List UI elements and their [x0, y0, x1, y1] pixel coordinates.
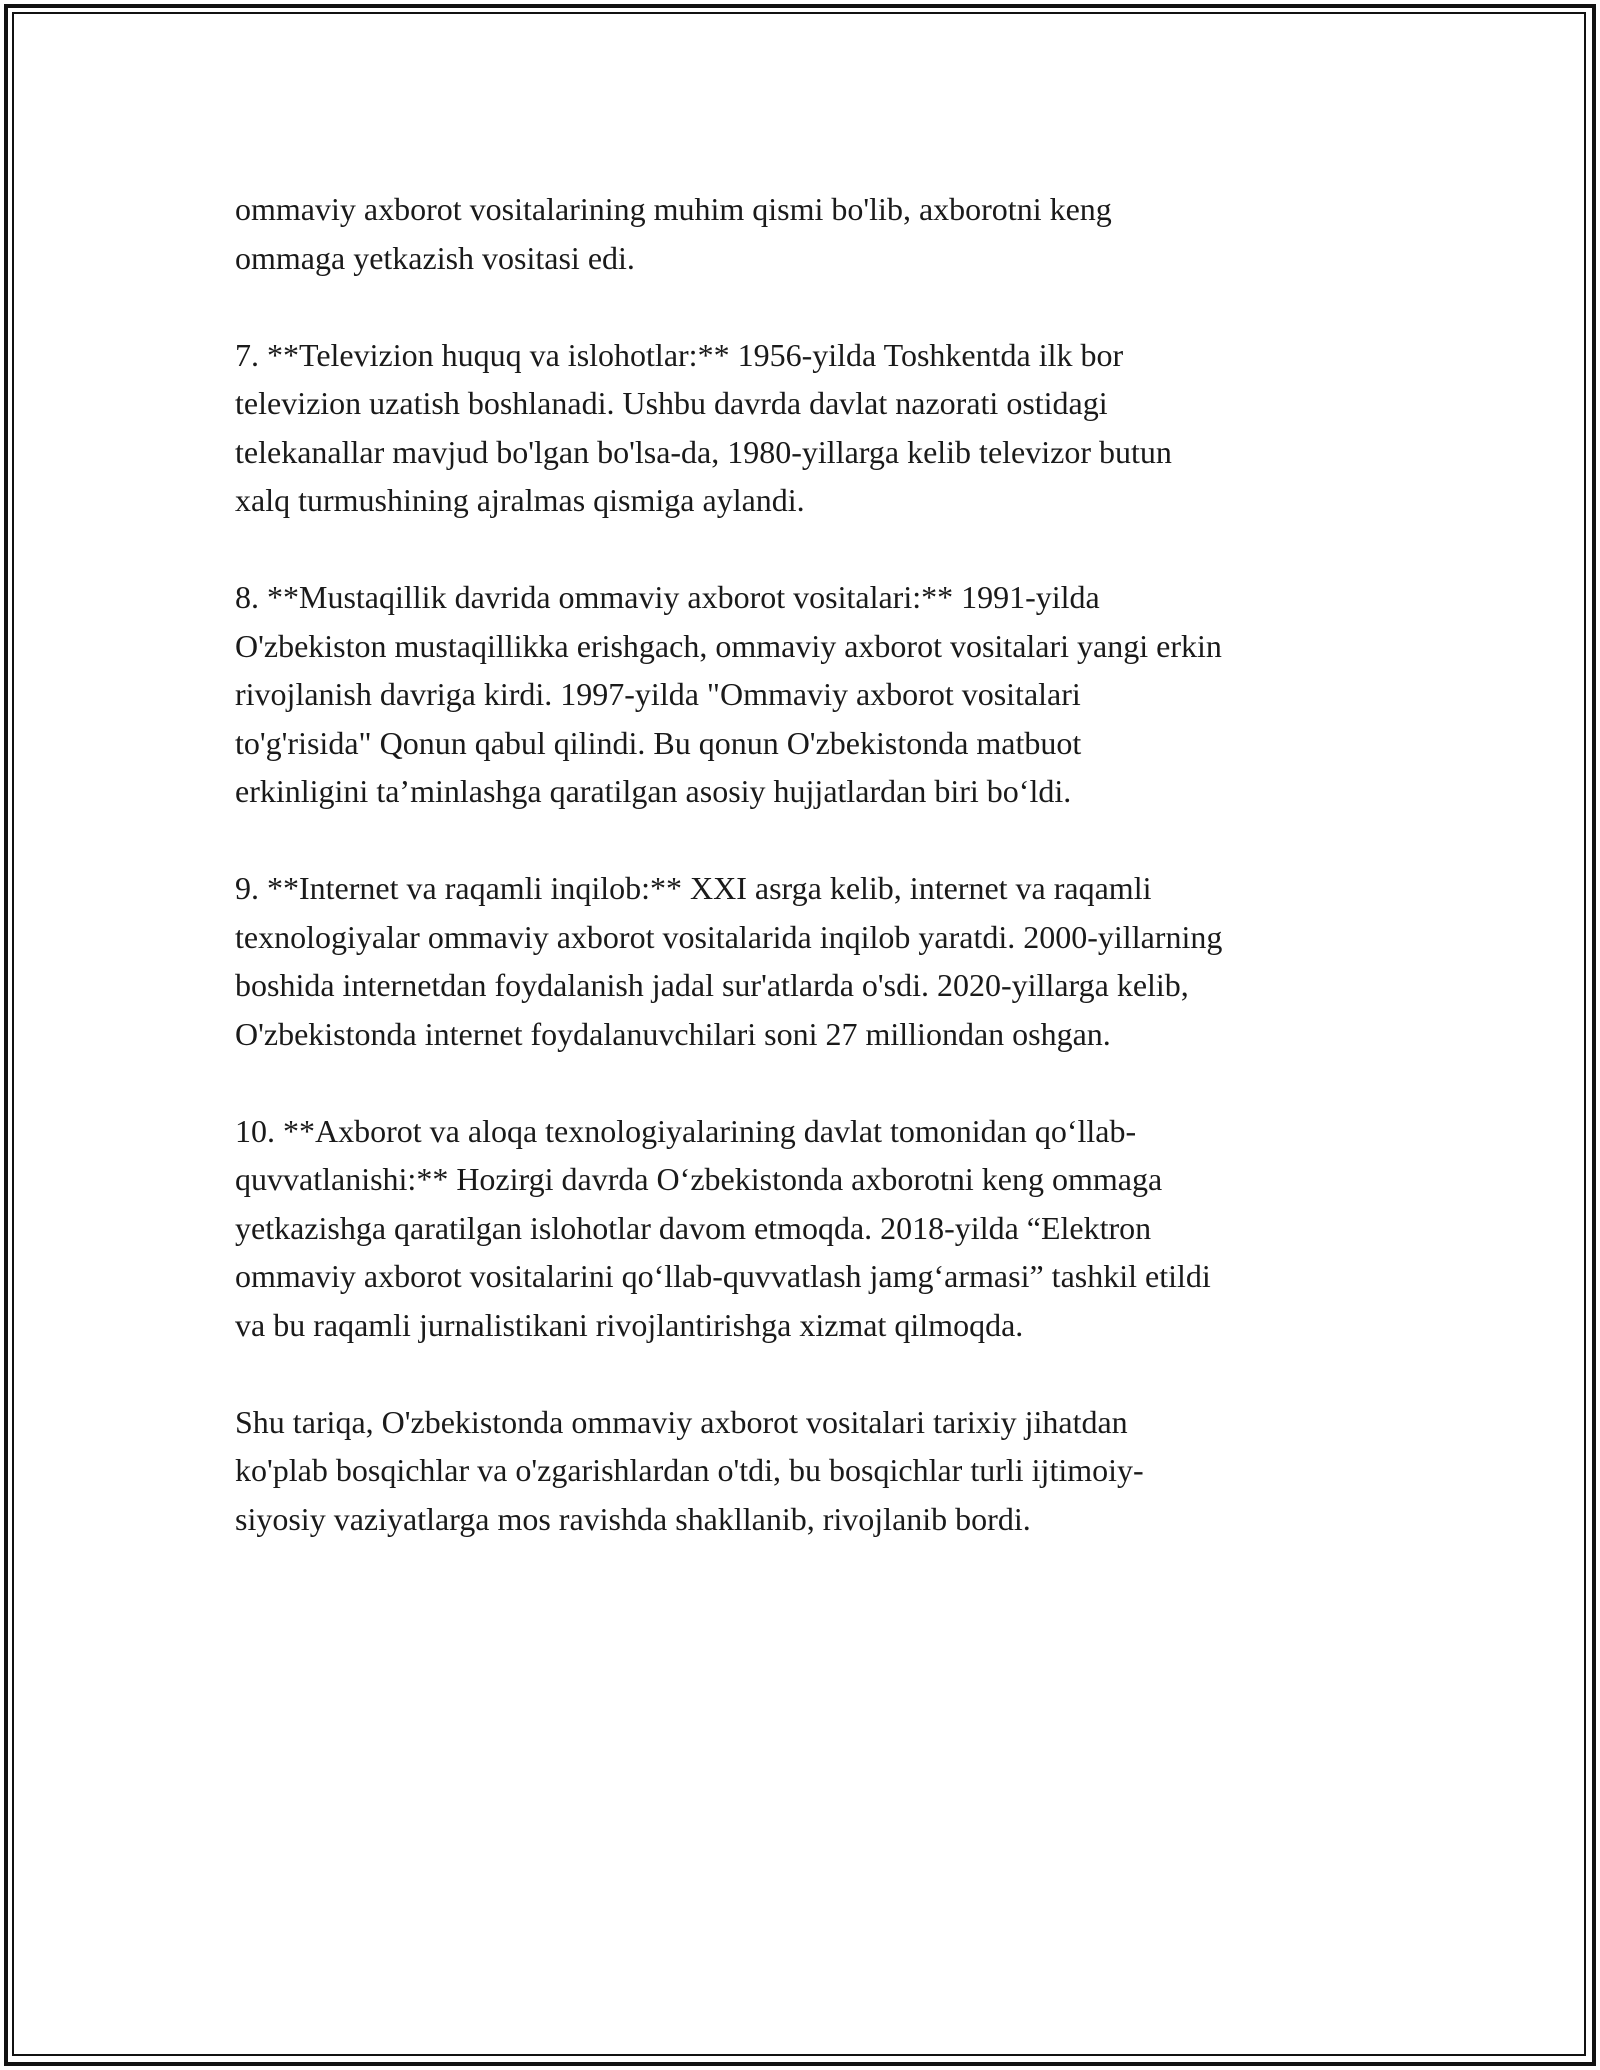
paragraph-item-9	[235, 864, 1375, 1058]
paragraph-item-8	[235, 573, 1375, 816]
text-line: rivojlanish davriga kirdi. 1997-yilda "Ommaviy axborot vositalari	[235, 676, 1081, 712]
text-line: boshida internetdan foydalanish jadal sur'atlarda o'sdi. 2020-yillarga kelib,	[235, 967, 1189, 1003]
text-line: telekanallar mavjud bo'lgan bo'lsa-da, 1980-yillarga kelib televizor butun	[235, 433, 1172, 470]
text-line: texnologiyalar ommaviy axborot vositalarida inqilob yaratdi. 2000-yillarning	[235, 918, 1223, 955]
text-line: televizion uzatish boshlanadi. Ushbu davrda davlat nazorati ostidagi	[235, 385, 1108, 421]
text-line: yetkazishga qaratilgan islohotlar davom etmoqda. 2018-yilda “Elektron	[235, 1209, 1152, 1246]
paragraph-item-10	[235, 1107, 1375, 1350]
text-line: to'g'risida" Qonun qabul qilindi. Bu qonun O'zbekistonda matbuot	[235, 724, 1082, 761]
text-line: 7. **Televizion huquq va islohotlar:** 1956-yilda Toshkentda ilk bor	[235, 336, 1124, 373]
text-line: va bu raqamli jurnalistikani rivojlantirishga xizmat qilmoqda.	[235, 1306, 1024, 1343]
text-line: 8. **Mustaqillik davrida ommaviy axborot vositalari:** 1991-yilda	[235, 579, 1100, 615]
text-line: quvvatlanishi:** Hozirgi davrda O‘zbekistonda axborotni keng ommaga	[235, 1161, 1163, 1197]
paragraph-item-7	[235, 331, 1375, 525]
text-line: Shu tariqa, O'zbekistonda ommaviy axborot vositalari tarixiy jihatdan	[235, 1403, 1128, 1440]
text-line: siyosiy vaziyatlarga mos ravishda shakllanib, rivojlanib bordi.	[235, 1500, 1031, 1537]
text-line: ommaviy axborot vositalarining muhim qismi bo'lib, axborotni keng	[235, 191, 1112, 227]
text-line: O'zbekistonda internet foydalanuvchilari soni 27 milliondan oshgan.	[235, 1015, 1111, 1052]
paragraph-conclusion	[235, 1398, 1375, 1544]
text-line: ommaga yetkazish vositasi edi.	[235, 239, 635, 276]
text-line: 9. **Internet va raqamli inqilob:** XXI asrga kelib, internet va raqamli	[235, 870, 1152, 906]
paragraph-continuation	[235, 185, 1375, 282]
text-line: O'zbekiston mustaqillikka erishgach, ommaviy axborot vositalari yangi erkin	[235, 627, 1222, 664]
text-line: erkinligini ta’minlashga qaratilgan asosiy hujjatlardan biri bo‘ldi.	[235, 773, 1072, 809]
text-line: xalq turmushining ajralmas qismiga aylandi.	[235, 482, 805, 518]
document-body	[235, 185, 1375, 1592]
text-line: ko'plab bosqichlar va o'zgarishlardan o'tdi, bu bosqichlar turli ijtimoiy-	[235, 1452, 1144, 1488]
text-line: ommaviy axborot vositalarini qo‘llab-quvvatlash jamg‘armasi” tashkil etildi	[235, 1258, 1211, 1294]
text-line: 10. **Axborot va aloqa texnologiyalarining davlat tomonidan qo‘llab-	[235, 1112, 1137, 1149]
